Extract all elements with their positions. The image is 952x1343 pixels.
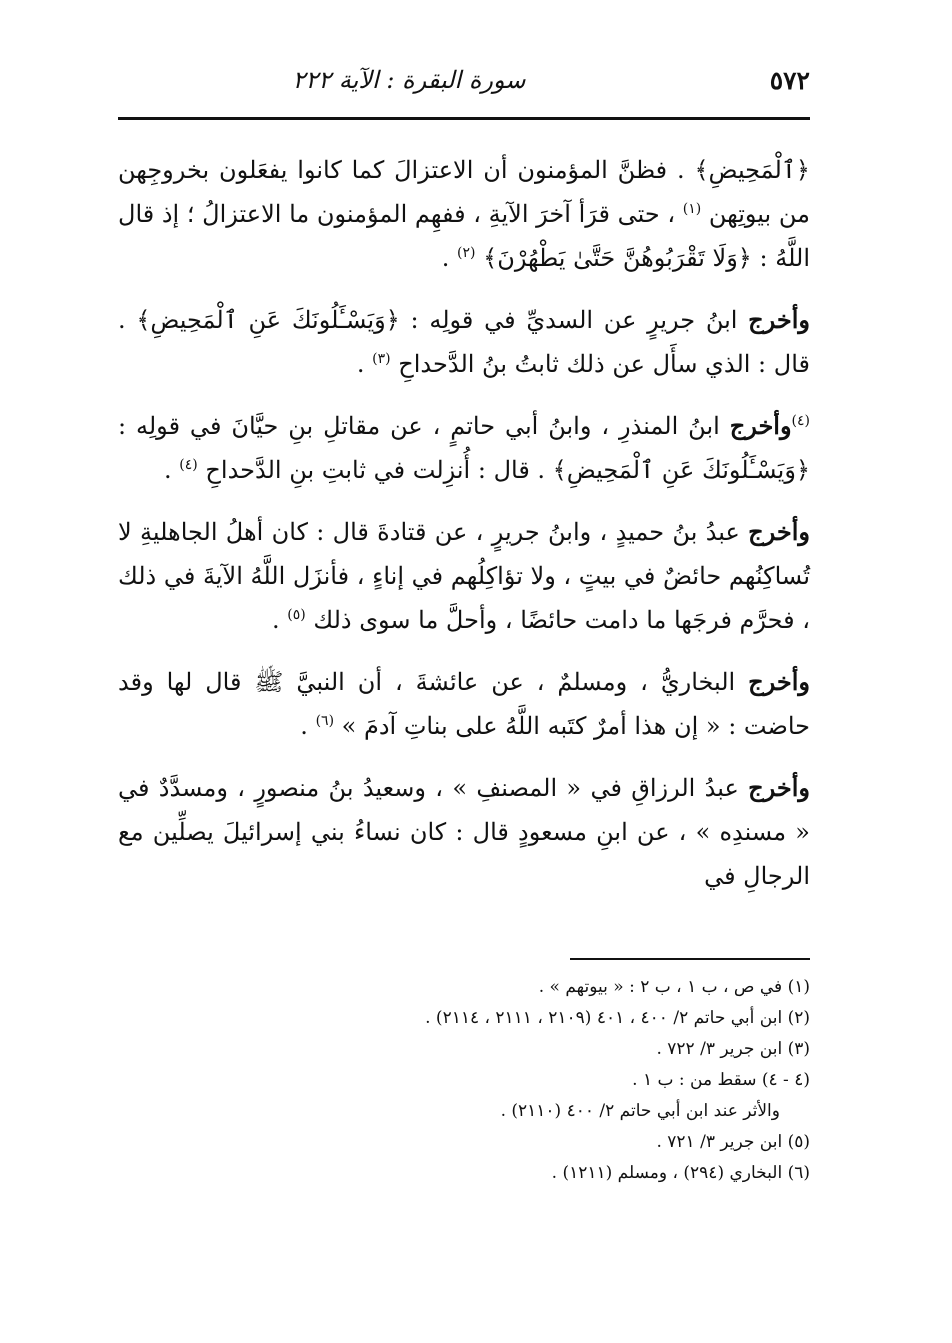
paragraph-text: . <box>300 712 308 740</box>
paragraph-3 <box>118 404 810 492</box>
paragraph-text: ، حتى قرَأ آخرَ الآيةِ ، ففهِم المؤمنون ما الاعتزالُ ؛ إذ قال اللَّهُ : ﴿وَلَا تَقْرَبُوهُنَّ حَتَّىٰ يَطْهُرْنَ﴾ <box>118 200 810 272</box>
page-number: ٥٧٢ <box>769 66 810 95</box>
paragraph-1 <box>118 148 810 280</box>
paragraph-lead: وأخرج <box>729 411 792 440</box>
main-text <box>118 148 810 916</box>
paragraph-lead: وأخرج <box>748 305 810 334</box>
footnote-3: (٣) ابن جرير ٣/ ٧٢٢ . <box>656 1039 810 1059</box>
footnote-ref: (٦) <box>315 713 335 729</box>
paragraph-text: ابنُ جريرٍ عن السديِّ في قولِه : ﴿وَيَسْـَٔلُونَكَ عَنِ ٱلْمَحِيضِ﴾ . قال : الذي سأَل عن ذلك ثابتُ بنُ الدَّحداحِ <box>118 306 810 378</box>
footnote-ref: (٤) <box>791 413 810 429</box>
paragraph-text: ﴿ٱلْمَحِيضِ﴾ . فظنَّ المؤمنون أن الاعتزالَ كما كانوا يفعَلون بخروجِهن من بيوتِهن <box>118 156 810 228</box>
footnote-ref: (٢) <box>457 245 476 261</box>
footnote-4-continuation: والأثر عند ابن أبي حاتم ٢/ ٤٠٠ (٢١١٠) . <box>500 1101 780 1121</box>
footnote-4: (٤ - ٤) سقط من : ب ١ . <box>632 1070 810 1090</box>
paragraph-lead: وأخرج <box>748 773 810 802</box>
paragraph-5 <box>118 660 810 748</box>
paragraph-text: . <box>441 244 450 272</box>
paragraph-lead: وأخرج <box>748 667 810 696</box>
footnote-1: (١) في ص ، ب ١ ، ب ٢ : « بيوتهم » . <box>538 977 810 997</box>
footnote-ref: (٣) <box>372 351 391 367</box>
paragraph-text: . <box>164 456 172 484</box>
paragraph-2 <box>118 298 810 386</box>
paragraph-text: . <box>356 350 365 378</box>
footnote-ref: (١) <box>682 201 702 217</box>
footnote-ref: (٤) <box>179 457 198 473</box>
paragraph-text: عبدُ الرزاقِ في « المصنفِ » ، وسعيدُ بنُ منصورٍ ، ومسدَّدٌ في « مسندِه » ، عن ابنِ مسعودٍ قال : كان نساءُ بني إسرائيلَ يصلِّين مع الرجالِ في <box>118 774 810 890</box>
paragraph-lead: وأخرج <box>748 517 810 546</box>
footnote-ref: (٥) <box>287 607 306 623</box>
paragraph-4 <box>118 510 810 642</box>
footnote-5: (٥) ابن جرير ٣/ ٧٢١ . <box>656 1132 810 1152</box>
footnotes <box>118 972 810 1189</box>
paragraph-text: البخاريُّ ، ومسلمٌ ، عن عائشةَ ، أن النبيَّ ﷺ قال لها وقد حاضت : « إن هذا أمرٌ كتَبه اللَّهُ على بناتِ آدمَ » <box>118 668 810 740</box>
page-header <box>118 62 810 102</box>
footnote-rule <box>570 958 810 960</box>
paragraph-text: عبدُ بنُ حميدٍ ، وابنُ جريرٍ ، عن قتادةَ قال : كان أهلُ الجاهليةِ لا تُساكِنُهم حائضٌ في بيتٍ ، ولا تؤاكِلُهم في إناءٍ ، فأنزَل اللَّهُ الآيةَ في ذلك ، فحرَّم فرجَها ما دامت حائضًا ، وأحلَّ ما سوى ذلك <box>118 518 810 634</box>
footnote-2: (٢) ابن أبي حاتم ٢/ ٤٠٠ ، ٤٠١ (٢١٠٩ ، ٢١١١ ، ٢١١٤) . <box>425 1008 810 1028</box>
running-title: سورة البقرة : الآية ٢٢٢ <box>292 66 526 94</box>
paragraph-text: . <box>271 606 280 634</box>
footnote-6: (٦) البخاري (٢٩٤) ، ومسلم (١٢١١) . <box>551 1163 810 1183</box>
header-rule <box>118 117 810 120</box>
paragraph-text: ابنُ المنذرِ ، وابنُ أبي حاتمٍ ، عن مقاتلِ بنِ حيَّانَ في قولِه : ﴿وَيَسْـَٔلُونَكَ عَنِ ٱلْمَحِيضِ﴾ . قال : أُنزِلت في ثابتِ بنِ الدَّحداحِ <box>118 412 810 484</box>
paragraph-6 <box>118 766 810 898</box>
